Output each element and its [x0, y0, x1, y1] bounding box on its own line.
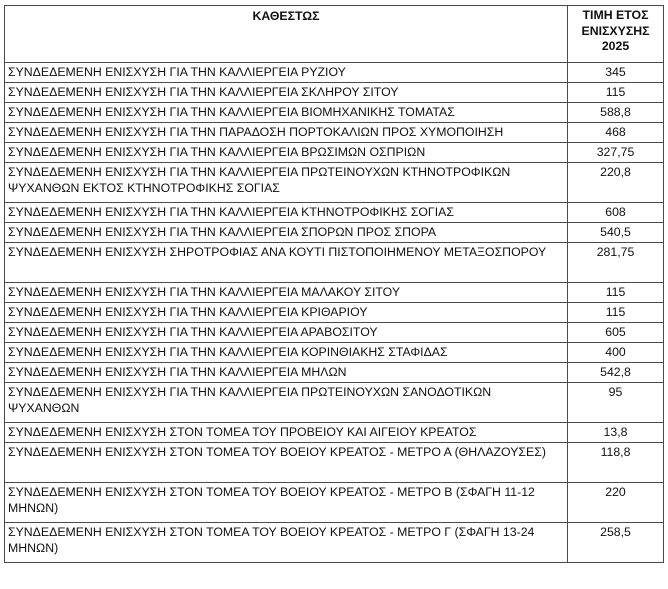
- scheme-name-cell: ΣΥΝΔΕΔΕΜΕΝΗ ΕΝΙΣΧΥΣΗ ΓΙΑ ΤΗΝ ΚΑΛΛΙΕΡΓΕΙΑ ΡΥΖΙΟΥ: [5, 63, 568, 83]
- price-cell: 118,8: [568, 443, 664, 483]
- scheme-name-cell: ΣΥΝΔΕΔΕΜΕΝΗ ΕΝΙΣΧΥΣΗ ΣΤΟΝ ΤΟΜΕΑ ΤΟΥ ΒΟΕΙΟΥ ΚΡΕΑΤΟΣ - ΜΕΤΡΟ Β (ΣΦΑΓΗ 11-12 ΜΗΝΩΝ): [5, 483, 568, 523]
- price-cell: 327,75: [568, 143, 664, 163]
- scheme-name-cell: ΣΥΝΔΕΔΕΜΕΝΗ ΕΝΙΣΧΥΣΗ ΓΙΑ ΤΗΝ ΚΑΛΛΙΕΡΓΕΙΑ ΒΙΟΜΗΧΑΝΙΚΗΣ ΤΟΜΑΤΑΣ: [5, 103, 568, 123]
- table-row: [5, 423, 664, 443]
- scheme-name-cell: ΣΥΝΔΕΔΕΜΕΝΗ ΕΝΙΣΧΥΣΗ ΓΙΑ ΤΗΝ ΚΑΛΛΙΕΡΓΕΙΑ ΣΚΛΗΡΟΥ ΣΙΤΟΥ: [5, 83, 568, 103]
- price-cell: 13,8: [568, 423, 664, 443]
- scheme-name-cell: ΣΥΝΔΕΔΕΜΕΝΗ ΕΝΙΣΧΥΣΗ ΣΤΟΝ ΤΟΜΕΑ ΤΟΥ ΒΟΕΙΟΥ ΚΡΕΑΤΟΣ - ΜΕΤΡΟ Γ (ΣΦΑΓΗ 13-24 ΜΗΝΩΝ): [5, 523, 568, 563]
- table-row: [5, 63, 664, 83]
- scheme-name-cell: ΣΥΝΔΕΔΕΜΕΝΗ ΕΝΙΣΧΥΣΗ ΓΙΑ ΤΗΝ ΚΑΛΛΙΕΡΓΕΙΑ ΚΤΗΝΟΤΡΟΦΙΚΗΣ ΣΟΓΙΑΣ: [5, 203, 568, 223]
- scheme-name-cell: ΣΥΝΔΕΔΕΜΕΝΗ ΕΝΙΣΧΥΣΗ ΓΙΑ ΤΗΝ ΚΑΛΛΙΕΡΓΕΙΑ ΠΡΩΤΕΙΝΟΥΧΩΝ ΚΤΗΝΟΤΡΟΦΙΚΩΝ ΨΥΧΑΝΘΩΝ ΕΚΤΟΣ ΚΤΗΝΟΤΡΟΦΙΚΗΣ ΣΟΓΙΑΣ: [5, 163, 568, 203]
- table-row: [5, 163, 664, 203]
- scheme-name-cell: ΣΥΝΔΕΔΕΜΕΝΗ ΕΝΙΣΧΥΣΗ ΓΙΑ ΤΗΝ ΚΑΛΛΙΕΡΓΕΙΑ ΚΟΡΙΝΘΙΑΚΗΣ ΣΤΑΦΙΔΑΣ: [5, 343, 568, 363]
- price-cell: 220: [568, 483, 664, 523]
- table-row: [5, 143, 664, 163]
- scheme-name-cell: ΣΥΝΔΕΔΕΜΕΝΗ ΕΝΙΣΧΥΣΗ ΣΤΟΝ ΤΟΜΕΑ ΤΟΥ ΠΡΟΒΕΙΟΥ ΚΑΙ ΑΙΓΕΙΟΥ ΚΡΕΑΤΟΣ: [5, 423, 568, 443]
- price-cell: 281,75: [568, 243, 664, 283]
- table-row: [5, 303, 664, 323]
- table-body: [5, 63, 664, 563]
- scheme-name-cell: ΣΥΝΔΕΔΕΜΕΝΗ ΕΝΙΣΧΥΣΗ ΓΙΑ ΤΗΝ ΚΑΛΛΙΕΡΓΕΙΑ ΒΡΩΣΙΜΩΝ ΟΣΠΡΙΩΝ: [5, 143, 568, 163]
- price-cell: 542,8: [568, 363, 664, 383]
- scheme-name-cell: ΣΥΝΔΕΔΕΜΕΝΗ ΕΝΙΣΧΥΣΗ ΓΙΑ ΤΗΝ ΚΑΛΛΙΕΡΓΕΙΑ ΚΡΙΘΑΡΙΟΥ: [5, 303, 568, 323]
- price-cell: 115: [568, 283, 664, 303]
- price-cell: 540,5: [568, 223, 664, 243]
- table-row: [5, 203, 664, 223]
- table-row: [5, 283, 664, 303]
- table-row: [5, 383, 664, 423]
- scheme-name-cell: ΣΥΝΔΕΔΕΜΕΝΗ ΕΝΙΣΧΥΣΗ ΣΤΟΝ ΤΟΜΕΑ ΤΟΥ ΒΟΕΙΟΥ ΚΡΕΑΤΟΣ - ΜΕΤΡΟ Α (ΘΗΛΑΖΟΥΣΕΣ): [5, 443, 568, 483]
- price-cell: 220,8: [568, 163, 664, 203]
- price-cell: 608: [568, 203, 664, 223]
- table-row: [5, 523, 664, 563]
- price-cell: 115: [568, 83, 664, 103]
- price-cell: 400: [568, 343, 664, 363]
- header-row: [5, 6, 664, 63]
- price-cell: 605: [568, 323, 664, 343]
- table-row: [5, 83, 664, 103]
- table-row: [5, 443, 664, 483]
- scheme-name-cell: ΣΥΝΔΕΔΕΜΕΝΗ ΕΝΙΣΧΥΣΗ ΓΙΑ ΤΗΝ ΚΑΛΛΙΕΡΓΕΙΑ ΣΠΟΡΩΝ ΠΡΟΣ ΣΠΟΡΑ: [5, 223, 568, 243]
- scheme-name-cell: ΣΥΝΔΕΔΕΜΕΝΗ ΕΝΙΣΧΥΣΗ ΓΙΑ ΤΗΝ ΚΑΛΛΙΕΡΓΕΙΑ ΠΡΩΤΕΙΝΟΥΧΩΝ ΣΑΝΟΔΟΤΙΚΩΝ ΨΥΧΑΝΘΩΝ: [5, 383, 568, 423]
- table-row: [5, 323, 664, 343]
- price-cell: 95: [568, 383, 664, 423]
- price-cell: 468: [568, 123, 664, 143]
- table-row: [5, 223, 664, 243]
- subsidy-table: [4, 5, 664, 563]
- table-row: [5, 343, 664, 363]
- scheme-name-cell: ΣΥΝΔΕΔΕΜΕΝΗ ΕΝΙΣΧΥΣΗ ΓΙΑ ΤΗΝ ΠΑΡΑΔΟΣΗ ΠΟΡΤΟΚΑΛΙΩΝ ΠΡΟΣ ΧΥΜΟΠΟΙΗΣΗ: [5, 123, 568, 143]
- table-row: [5, 123, 664, 143]
- scheme-name-cell: ΣΥΝΔΕΔΕΜΕΝΗ ΕΝΙΣΧΥΣΗ ΓΙΑ ΤΗΝ ΚΑΛΛΙΕΡΓΕΙΑ ΜΗΛΩΝ: [5, 363, 568, 383]
- price-cell: 345: [568, 63, 664, 83]
- table-row: [5, 103, 664, 123]
- table-row: [5, 363, 664, 383]
- scheme-name-cell: ΣΥΝΔΕΔΕΜΕΝΗ ΕΝΙΣΧΥΣΗ ΓΙΑ ΤΗΝ ΚΑΛΛΙΕΡΓΕΙΑ ΑΡΑΒΟΣΙΤΟΥ: [5, 323, 568, 343]
- scheme-name-cell: ΣΥΝΔΕΔΕΜΕΝΗ ΕΝΙΣΧΥΣΗ ΣΗΡΟΤΡΟΦΙΑΣ ΑΝΑ ΚΟΥΤΙ ΠΙΣΤΟΠΟΙΗΜΕΝΟΥ ΜΕΤΑΞΟΣΠΟΡΟΥ: [5, 243, 568, 283]
- price-cell: 588,8: [568, 103, 664, 123]
- price-cell: 115: [568, 303, 664, 323]
- status-column-header: ΚΑΘΕΣΤΩΣ: [5, 6, 568, 63]
- price-column-header: ΤΙΜΗ ΕΤΟΣ ΕΝΙΣΧΥΣΗΣ 2025: [568, 6, 664, 63]
- price-cell: 258,5: [568, 523, 664, 563]
- table-row: [5, 243, 664, 283]
- scheme-name-cell: ΣΥΝΔΕΔΕΜΕΝΗ ΕΝΙΣΧΥΣΗ ΓΙΑ ΤΗΝ ΚΑΛΛΙΕΡΓΕΙΑ ΜΑΛΑΚΟΥ ΣΙΤΟΥ: [5, 283, 568, 303]
- table-row: [5, 483, 664, 523]
